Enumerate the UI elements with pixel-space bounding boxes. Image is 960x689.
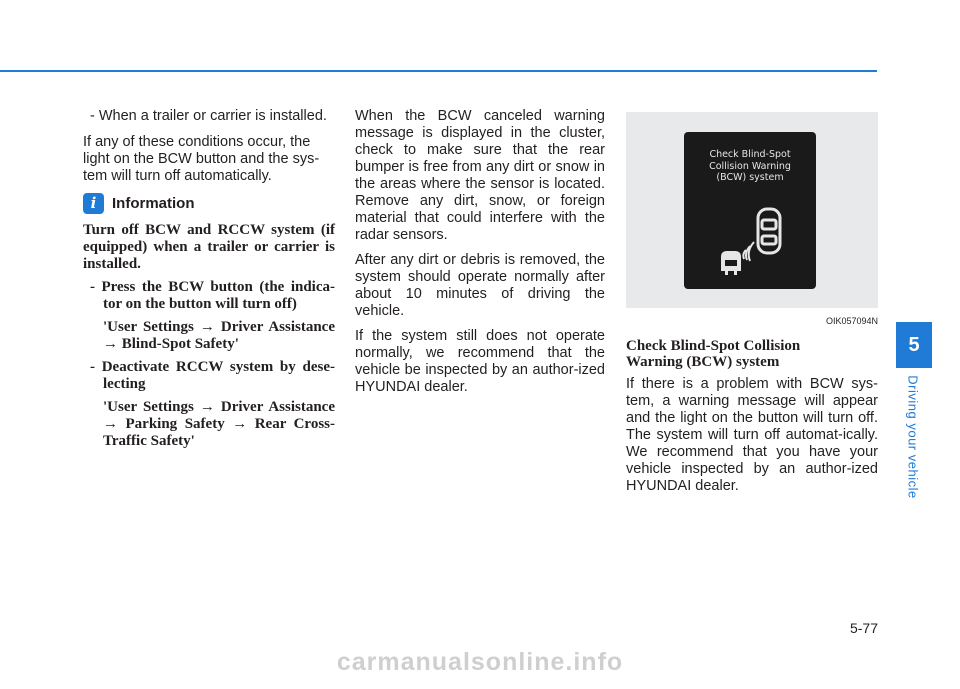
section-heading-line: Check Blind-Spot Collision <box>626 338 801 354</box>
chapter-title-text: Driving your vehicle <box>905 375 921 499</box>
column-left <box>83 108 335 456</box>
column-middle <box>355 108 605 404</box>
chapter-title <box>903 372 923 502</box>
info-lead: Turn off BCW and RCCW system (if equipped) when a trailer or carrier is installed. <box>83 222 335 272</box>
watermark: carmanualsonline.info <box>336 648 624 676</box>
figure-code: OIK057094N <box>825 316 878 326</box>
info-step-2-path: 'User Settings → Driver Assistance → Parking Safety → Rear Cross-Traffic Safety' <box>103 399 335 449</box>
section-heading <box>626 338 878 370</box>
cluster-message-line: Collision Warning <box>709 160 791 172</box>
info-box <box>83 222 335 450</box>
para-inspect: If the system still does not operate normally, we recommend that the vehicle be inspected by an author-ized HYUNDAI dealer. <box>355 328 605 395</box>
para-conditions: If any of these conditions occur, the light on the BCW button and the sys-tem will turn off automatically. <box>83 134 320 184</box>
para-bcw-problem: If there is a problem with BCW sys-tem, a warning message will appear and the light on the button will turn off. The system will turn off automat-ically. We recommend that you have your vehicle inspected by an author-ized HYUNDAI dealer. <box>626 376 878 494</box>
info-step-1-path: 'User Settings → Driver Assistance → Blind-Spot Safety' <box>103 319 335 352</box>
info-step-1: - Press the BCW button (the indica-tor on the button will turn off) <box>90 279 335 312</box>
column-right <box>626 108 878 503</box>
cluster-message-line: Check Blind-Spot <box>709 149 791 160</box>
info-icon: i <box>83 193 104 214</box>
para-canceled-warning: When the BCW canceled warning message is displayed in the cluster, check to make sure that the rear bumper is free from any dirt or snow in the areas where the sensor is located. Remove any dirt, snow, or foreign material that could interfere with the radar sensors. <box>355 108 605 243</box>
bullet-trailer: - When a trailer or carrier is installed. <box>90 108 327 124</box>
chapter-number: 5 <box>896 322 932 368</box>
header-rule <box>0 70 877 72</box>
cluster-display <box>684 132 816 289</box>
info-header <box>83 193 335 214</box>
info-title: Information <box>112 195 195 212</box>
blind-spot-cars-icon <box>684 132 816 289</box>
para-after-debris: After any dirt or debris is removed, the system should operate normally after about 10 minutes of driving the vehicle. <box>355 252 605 319</box>
section-heading-line: Warning (BCW) system <box>626 354 780 370</box>
cluster-message-line: (BCW) system <box>716 172 784 183</box>
info-step-2: - Deactivate RCCW system by dese-lecting <box>90 359 335 392</box>
cluster-figure <box>626 112 878 308</box>
page-number: 5-77 <box>849 620 878 636</box>
